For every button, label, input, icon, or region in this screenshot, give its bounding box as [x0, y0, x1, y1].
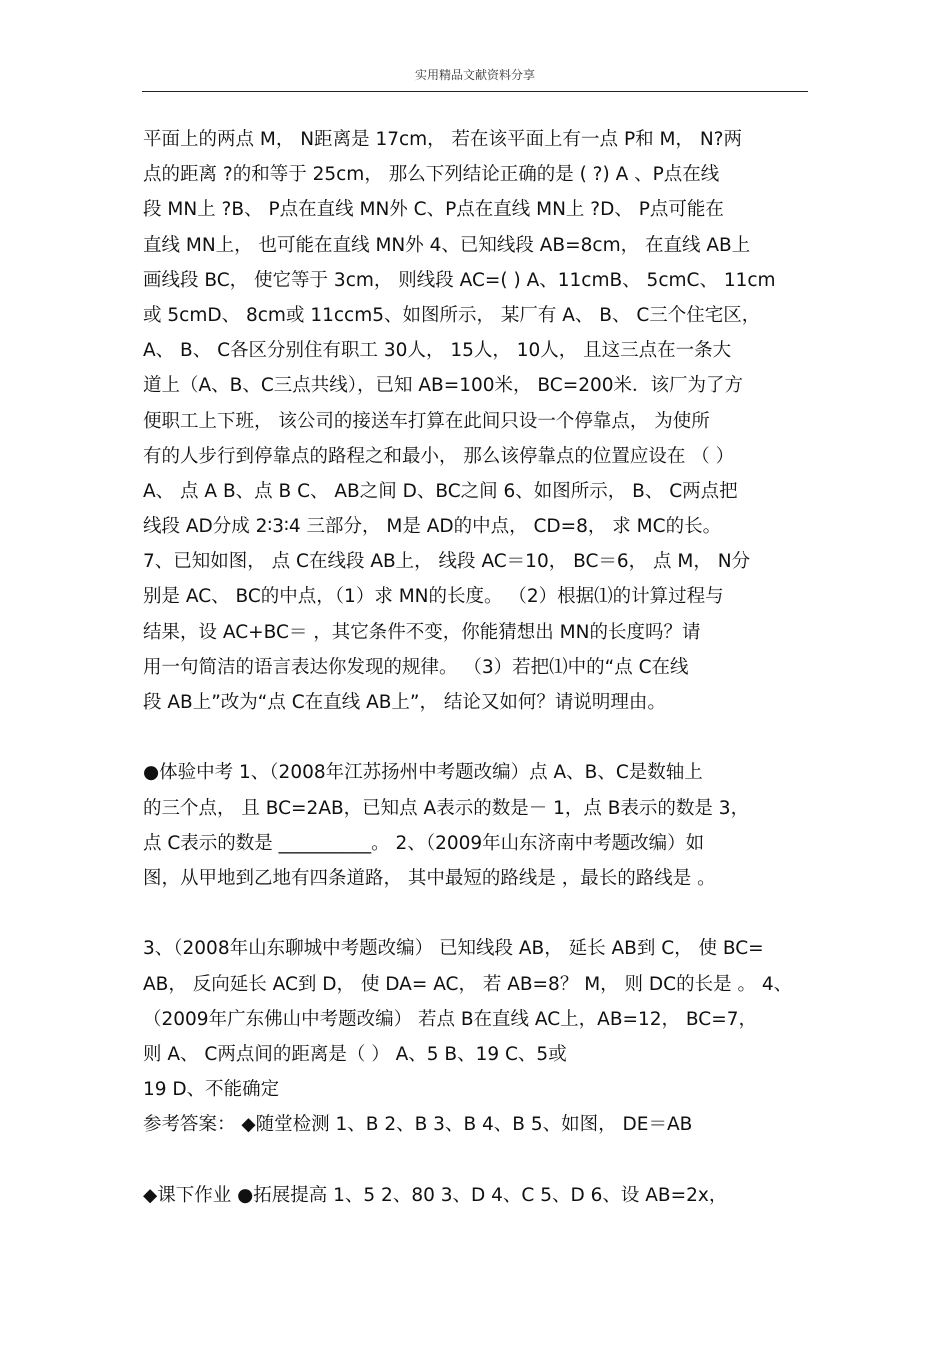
text-line: 的三个点， 且 BC=2AB，已知点 A表示的数是－ 1，点 B表示的数是 3， [143, 797, 750, 819]
text-line: 图，从甲地到乙地有四条道路， 其中最短的路线是 ，最长的路线是 。 [143, 867, 716, 889]
text-line: 点 C表示的数是 __________。 2、（2009年山东济南中考题改编）如 [143, 832, 705, 854]
text-line: A、 B、 C各区分别住有职工 30人， 15人， 10人， 且这三点在一条大 [143, 340, 732, 362]
text-line: 则 A、 C两点间的距离是（ ） A、5 B、19 C、5或 [143, 1043, 567, 1065]
text-line: （2009年广东佛山中考题改编） 若点 B在直线 AC上，AB=12， BC=7， [143, 1008, 757, 1030]
text-line: 平面上的两点 M， N距离是 17cm， 若在该平面上有一点 P和 M， N?两 [143, 129, 742, 150]
text-line: 点的距离 ?的和等于 25cm， 那么下列结论正确的是 ( ?) A 、P点在线 [143, 164, 720, 186]
text-line: AB， 反向延长 AC到 D， 使 DA= AC， 若 AB=8？ M， 则 DC的长是 。 4、 [143, 973, 793, 995]
page-header: 实用精品文献资料分享 [414, 68, 535, 82]
paragraph-gap [143, 896, 823, 931]
text-line: 段 MN上 ?B、 P点在直线 MN外 C、P点在直线 MN上 ?D、 P点可能在 [143, 199, 724, 221]
text-line: 结果，设 AC+BC＝ ，其它条件不变，你能猜想出 MN的长度吗？请 [143, 621, 701, 643]
document-body [143, 122, 823, 1213]
text-line: 线段 AD分成 2∶3∶4 三部分， M是 AD的中点， CD=8， 求 MC的长。 [143, 516, 722, 538]
text-line: 参考答案： ◆随堂检测 1、B 2、B 3、B 4、B 5、如图， DE＝AB [143, 1114, 693, 1136]
text-line: 用一句简洁的语言表达你发现的规律。 （3）若把⑴中的“点 C在线 [143, 656, 689, 678]
text-line: 便职工上下班， 该公司的接送车打算在此间只设一个停靠点， 为使所 [143, 410, 710, 432]
header-divider [142, 91, 808, 92]
text-line: 道上（A、B、C三点共线），已知 AB=100米， BC=200米．该厂为了方 [143, 375, 744, 397]
text-line: 段 AB上”改为“点 C在直线 AB上”， 结论又如何？请说明理由。 [143, 692, 666, 713]
text-line: ◆课下作业 ●拓展提高 1、5 2、80 3、D 4、C 5、D 6、设 AB=2x， [143, 1184, 728, 1206]
paragraph-gap [143, 1142, 823, 1177]
text-line: 有的人步行到停靠点的路程之和最小， 那么该停靠点的位置应设在 （ ） [143, 445, 735, 467]
text-line: A、 点 A B、点 B C、 AB之间 D、BC之间 6、如图所示， B、 C两点把 [143, 480, 738, 502]
text-line: 或 5cmD、 8cm或 11ccm5、如图所示， 某厂有 A、 B、 C三个住宅区， [143, 304, 761, 326]
paragraph-gap [143, 720, 823, 755]
text-line: 画线段 BC， 使它等于 3cm， 则线段 AC=( ) A、11cmB、 5cmC、 11cm [143, 269, 776, 291]
text-line: 19 D、不能确定 [143, 1079, 280, 1101]
text-line: 直线 MN上， 也可能在直线 MN外 4、已知线段 AB=8cm， 在直线 AB上 [143, 234, 751, 256]
text-line: 7、已知如图， 点 C在线段 AB上， 线段 AC＝10， BC＝6， 点 M， N分 [143, 551, 751, 573]
text-line: 别是 AC、 BC的中点，（1）求 MN的长度。 （2）根据⑴的计算过程与 [143, 586, 724, 608]
text-line: ●体验中考 1、（2008年江苏扬州中考题改编）点 A、B、C是数轴上 [143, 762, 703, 784]
text-line: 3、（2008年山东聊城中考题改编） 已知线段 AB， 延长 AB到 C， 使 BC= [143, 938, 764, 960]
